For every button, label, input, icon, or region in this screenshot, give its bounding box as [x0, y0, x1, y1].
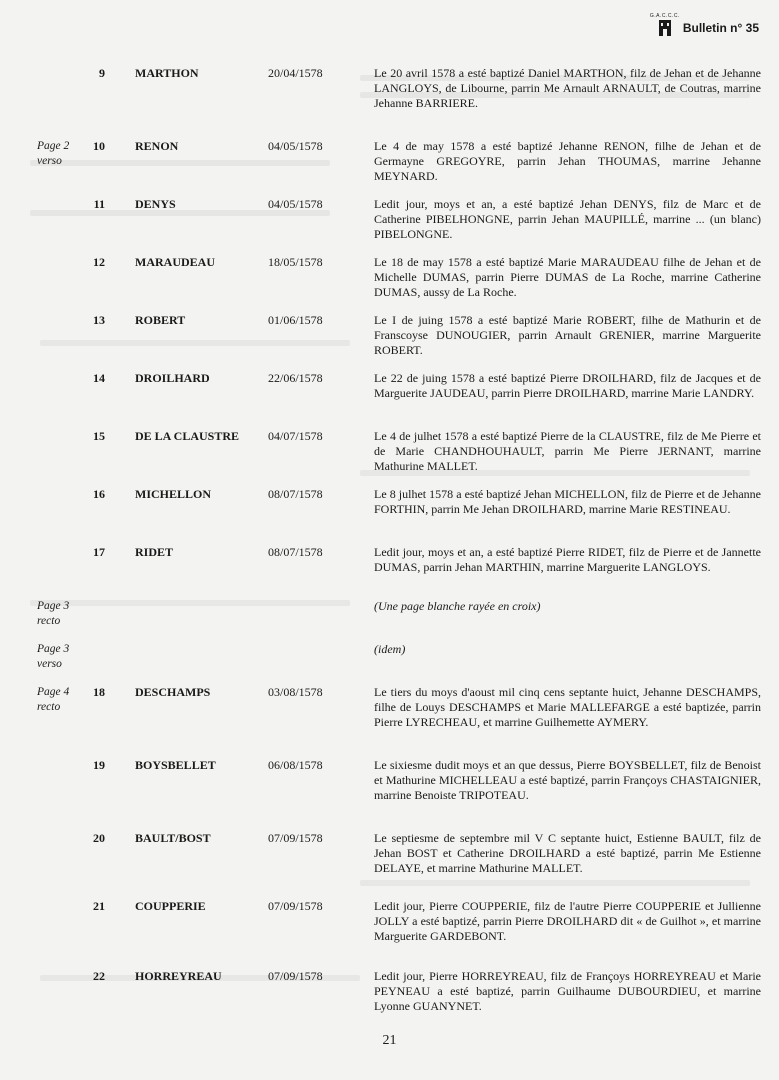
entry-number: 13 [93, 313, 105, 327]
baptism-date: 08/07/1578 [268, 487, 323, 501]
entry-text: Le 18 de may 1578 a esté baptizé Marie MARAUDEAU filhe de Jehan et de Michelle DUMAS, parrin Pierre DUMAS de La Roche, marrine Catherine DUMAS, aussy de La Roche. [374, 255, 761, 300]
entry-number: 9 [99, 66, 105, 80]
entry-text: Le sixiesme dudit moys et an que dessus, Pierre BOYSBELLET, filz de Benoist et Mathurine MICHELLEAU a esté baptizé, parrin Françoys CHASTAIGNIER, marrine Benoiste TRIPOTEAU. [374, 758, 761, 803]
folio-note: Page 4 recto [37, 686, 70, 714]
entry-number: 12 [93, 255, 105, 269]
entry-number: 22 [93, 969, 105, 983]
family-name: DENYS [135, 197, 176, 211]
baptism-date: 03/08/1578 [268, 685, 323, 699]
entry-number: 15 [93, 429, 105, 443]
baptism-date: 18/05/1578 [268, 255, 323, 269]
family-name: RENON [135, 139, 179, 153]
entry-text: Ledit jour, Pierre COUPPERIE, filz de l'autre Pierre COUPPERIE et Jullienne JOLLY a esté baptizé, parrin Pierre DROILHARD dit « de Guilhot », et marrine Marguerite GARDEBONT. [374, 899, 761, 944]
family-name: RIDET [135, 545, 174, 559]
family-name: BOYSBELLET [135, 758, 216, 772]
entry-text: Le tiers du moys d'aoust mil cinq cens septante huict, Jehanne DESCHAMPS, filhe de Louys DESCHAMPS et Marie MALLEFARGE a esté baptizée, parrin Pierre LYRECHEAU, et marrine Guilhemette AYMERY. [374, 685, 761, 730]
baptism-date: 20/04/1578 [268, 66, 323, 80]
baptism-date: 04/05/1578 [268, 139, 323, 153]
entry-text: (Une page blanche rayée en croix) [374, 599, 541, 613]
family-name: DESCHAMPS [135, 685, 211, 699]
family-name: ROBERT [135, 313, 186, 327]
entry-number: 21 [93, 899, 105, 913]
entry-text: Le 4 de may 1578 a esté baptizé Jehanne RENON, filhe de Jehan et de Germayne GREGOYRE, parrin Jehan THOUMAS, marrine Jehanne MEYNARD. [374, 139, 761, 184]
family-name: MICHELLON [135, 487, 212, 501]
baptism-date: 07/09/1578 [268, 899, 323, 913]
family-name: MARAUDEAU [135, 255, 215, 269]
entry-number: 18 [93, 685, 105, 699]
entry-text: Le 8 julhet 1578 a esté baptizé Jehan MICHELLON, filz de Pierre et de Jehanne FORTHIN, parrin Me Jehan DROILHARD, marrine Marie RESTINEAU. [374, 487, 761, 517]
entry-text: (idem) [374, 642, 406, 656]
entry-number: 17 [93, 545, 105, 559]
baptism-date: 07/09/1578 [268, 969, 323, 983]
family-name: DE LA CLAUSTRE [135, 429, 240, 443]
entry-text: Le 4 de julhet 1578 a esté baptizé Pierre de la CLAUSTRE, filz de Me Pierre et de Marie CHANDHOUHAULT, parrin Me Pierre JERNANT, marrine Mathurine MALLET. [374, 429, 761, 474]
baptism-date: 04/05/1578 [268, 197, 323, 211]
baptism-date: 07/09/1578 [268, 831, 323, 845]
entry-number: 20 [93, 831, 105, 845]
family-name: BAULT/BOST [135, 831, 211, 845]
family-name: HORREYREAU [135, 969, 222, 983]
entry-text: Le 20 avril 1578 a esté baptizé Daniel MARTHON, filz de Jehan et de Jehanne LANGLOYS, de Libourne, parrin Me Arnault ARNAULT, de Coutras, marrine Jehanne BARRIERE. [374, 66, 761, 111]
folio-note: Page 3 verso [37, 643, 70, 671]
family-name: DROILHARD [135, 371, 210, 385]
entry-number: 14 [93, 371, 105, 385]
entry-text: Le 22 de juing 1578 a esté baptizé Pierre DROILHARD, filz de Jacques et de Marguerite JAUDEAU, parrin Pierre DROILHARD, marrine Marie LANDRY. [374, 371, 761, 401]
logo [650, 14, 680, 36]
folio-note: Page 3 recto [37, 600, 70, 628]
family-name: MARTHON [135, 66, 199, 80]
page-number: 21 [382, 1033, 397, 1048]
page-header [650, 14, 759, 36]
entry-text: Ledit jour, moys et an, a esté baptizé Jehan DENYS, filz de Marc et de Catherine PIBELHONGNE, parrin Jehan MAUPILLÉ, marrine ... (un blanc) PIBELONGNE. [374, 197, 761, 242]
entry-number: 11 [93, 197, 105, 211]
logo-text: G.A.C.C.C. [649, 13, 680, 19]
tower-logo-icon [659, 20, 671, 36]
entry-number: 10 [93, 139, 105, 153]
baptism-date: 01/06/1578 [268, 313, 323, 327]
family-name: COUPPERIE [135, 899, 206, 913]
entry-text: Ledit jour, moys et an, a esté baptizé Pierre RIDET, filz de Pierre et de Jannette DUMAS, parrin Jehan MARTHIN, marrine Marguerite LANGLOYS. [374, 545, 761, 575]
baptism-date: 04/07/1578 [268, 429, 323, 443]
entry-text: Le I de juing 1578 a esté baptizé Marie ROBERT, filhe de Mathurin et de Franscoyse DUNOUGIER, parrin Arnault GRENIER, marrine Marguerite ROBERT. [374, 313, 761, 358]
entry-number: 16 [93, 487, 105, 501]
baptism-date: 06/08/1578 [268, 758, 323, 772]
baptism-date: 08/07/1578 [268, 545, 323, 559]
entry-text: Ledit jour, Pierre HORREYREAU, filz de Françoys HORREYREAU et Marie PEYNEAU a esté baptizé, parrin Guilhaume DUBOURDIEU, et marrine Lyonne GUANYNET. [374, 969, 761, 1014]
bulletin-number: Bulletin n° 35 [682, 21, 759, 35]
entry-number: 19 [93, 758, 105, 772]
folio-note: Page 2 verso [37, 140, 70, 168]
entry-text: Le septiesme de septembre mil V C septante huict, Estienne BAULT, filz de Jehan BOST et Catherine DROILHARD a esté baptizé, parrin Me Estienne DELAYE, et marrine Mathurine MALLET. [374, 831, 761, 876]
baptism-date: 22/06/1578 [268, 371, 323, 385]
